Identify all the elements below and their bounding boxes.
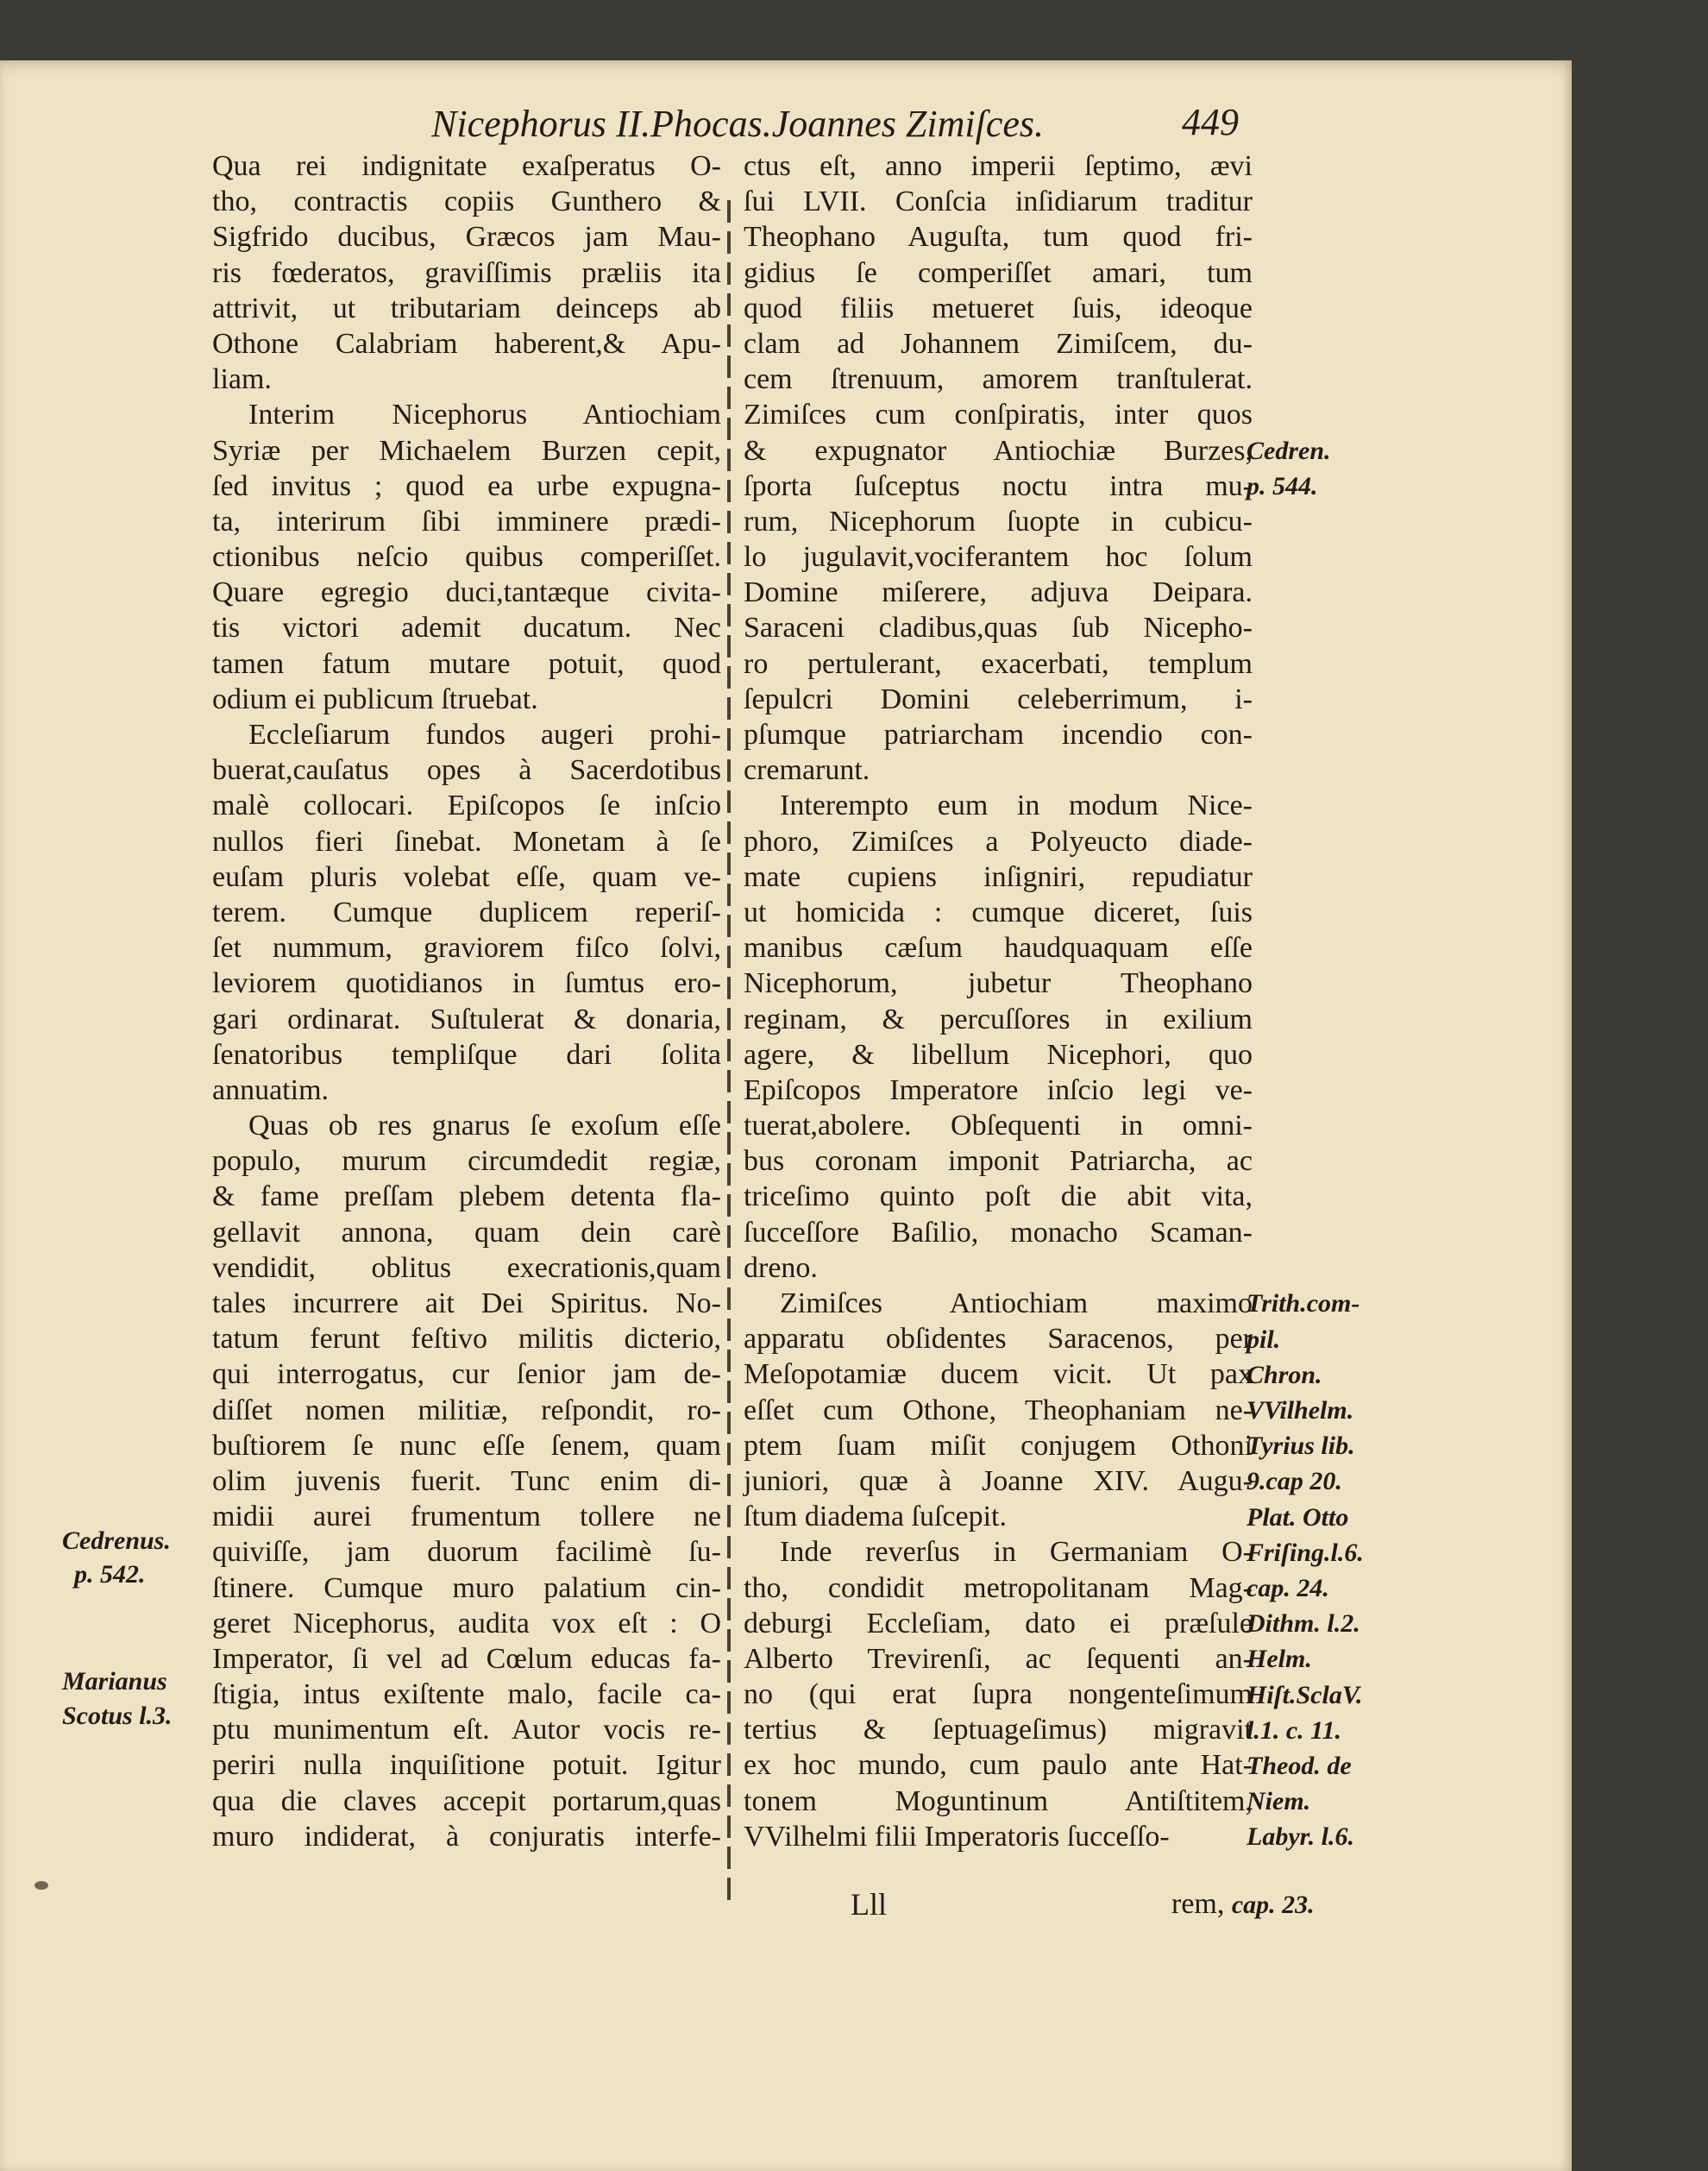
left-column-line: Quare egregio duci,tantæque civita-: [212, 576, 721, 609]
left-column-line: tales incurrere ait Dei Spiritus. No-: [212, 1287, 721, 1319]
left-column-line: tamen fatum mutare potuit, quod: [212, 647, 721, 680]
right-column-line: ſepulcri Domini celeberrimum, i-: [744, 683, 1253, 715]
catchword: [1171, 1888, 1315, 1921]
page-number: 449: [1182, 101, 1239, 143]
right-column-line: tuerat,abolere. Obſequenti in omni-: [744, 1110, 1253, 1142]
right-column-line: ex hoc mundo, cum paulo ante Hat-: [744, 1749, 1253, 1782]
left-column-line: geret Nicephorus, audita vox eſt : O: [212, 1607, 721, 1639]
right-margin-note: Helm.: [1246, 1645, 1312, 1674]
right-column-line: manibus cæſum haudquaquam eſſe: [744, 932, 1253, 965]
column-divider: [727, 200, 731, 1900]
left-column-line: Qua rei indignitate exaſperatus O-: [212, 150, 721, 182]
right-column-line: ut homicida : cumque diceret, ſuis: [744, 896, 1253, 928]
left-column-line: ta, interirum ſibi imminere prædi-: [212, 505, 721, 538]
left-column-line: Syriæ per Michaelem Burzen cepit,: [212, 434, 721, 467]
right-column-line: juniori, quæ à Joanne XIV. Augu-: [744, 1464, 1253, 1497]
right-text-column: [744, 148, 1253, 1854]
right-column-line: deburgi Eccleſiam, dato ei præſule: [744, 1607, 1253, 1639]
right-column-line: ptem ſuam miſit conjugem Othoni: [744, 1429, 1253, 1462]
right-margin-note: Friſing.l.6.: [1246, 1538, 1364, 1567]
right-column-line: quod filiis metueret ſuis, ideoque: [744, 292, 1253, 324]
left-column-line: Othone Calabriam haberent,& Apu-: [212, 327, 721, 360]
left-column-line: ſet nummum, graviorem fiſco ſolvi,: [212, 932, 721, 965]
right-margin-note: Niem.: [1246, 1787, 1311, 1816]
left-column-line: liam.: [212, 363, 272, 396]
ink-blot: [35, 1881, 48, 1890]
right-margin-note: VVilhelm.: [1246, 1396, 1354, 1425]
right-column-line: Interempto eum in modum Nice-: [780, 790, 1253, 822]
right-column-line: Domine miſerere, adjuva Deipara.: [744, 576, 1253, 609]
right-column-line: Epiſcopos Imperatore inſcio legi ve-: [744, 1073, 1253, 1106]
right-margin-note: Labyr. l.6.: [1246, 1822, 1354, 1852]
right-column-line: bus coronam imponit Patriarcha, ac: [744, 1145, 1253, 1178]
left-column-line: ſenatoribus templiſque dari ſolita: [212, 1038, 721, 1071]
right-margin-note: Cedren.: [1246, 436, 1331, 465]
left-column-line: gellavit annona, quam dein carè: [212, 1216, 721, 1249]
left-column-line: Imperator, ſi vel ad Cœlum educas fa-: [212, 1642, 721, 1675]
right-column-line: tho, condidit metropolitanam Mag-: [744, 1571, 1253, 1604]
right-column-line: ctus eſt, anno imperii ſeptimo, ævi: [744, 150, 1253, 182]
right-margin-note: Dithm. l.2.: [1246, 1609, 1360, 1639]
right-column-line: mate cupiens inſigniri, repudiatur: [744, 860, 1253, 893]
right-column-line: ro pertulerant, exacerbati, templum: [744, 647, 1253, 680]
right-column-line: eſſet cum Othone, Theophaniam ne-: [744, 1394, 1253, 1426]
left-column-line: Eccleſiarum fundos augeri prohi-: [248, 719, 721, 751]
right-column-line: Theophano Auguſta, tum quod fri-: [744, 221, 1253, 254]
right-column-line: gidius ſe comperiſſet amari, tum: [744, 256, 1253, 289]
left-column-line: Sigfrido ducibus, Græcos jam Mau-: [212, 221, 721, 254]
right-column-line: tonem Moguntinum Antiſtitem,: [744, 1784, 1253, 1817]
running-header: [431, 102, 1397, 154]
left-margin-note: Marianus: [62, 1667, 167, 1696]
right-column-line: Alberto Trevirenſi, ac ſequenti an-: [744, 1642, 1253, 1675]
right-column-line: cremarunt.: [744, 754, 870, 787]
signature-mark: Lll: [851, 1887, 887, 1922]
catchword-margin-note: cap. 23.: [1231, 1891, 1315, 1919]
right-column-line: tertius & ſeptuageſimus) migravit: [744, 1714, 1253, 1746]
right-column-line: ſtum diadema ſuſcepit.: [744, 1501, 1007, 1533]
right-margin-note: Tyrius lib.: [1246, 1432, 1355, 1461]
left-column-line: & fame preſſam plebem detenta fla-: [212, 1180, 721, 1213]
right-column-line: ſporta ſuſceptus noctu intra mu-: [744, 469, 1253, 502]
left-column-line: tis victori ademit ducatum. Nec: [212, 612, 721, 645]
left-column-line: periri nulla inquiſitione potuit. Igitur: [212, 1749, 721, 1782]
left-column-line: odium ei publicum ſtruebat.: [212, 683, 538, 715]
left-column-line: nullos fieri ſinebat. Monetam à ſe: [212, 825, 721, 858]
left-column-line: euſam pluris volebat eſſe, quam ve-: [212, 860, 721, 893]
left-column-line: buerat,cauſatus opes à Sacerdotibus: [212, 754, 721, 787]
right-margin-note: l.1. c. 11.: [1246, 1715, 1341, 1745]
left-column-line: Interim Nicephorus Antiochiam: [248, 399, 721, 431]
right-column-line: triceſimo quinto poſt die abit vita,: [744, 1180, 1253, 1213]
right-column-line: dreno.: [744, 1251, 818, 1284]
right-column-line: apparatu obſidentes Saracenos, per: [744, 1323, 1253, 1356]
left-column-line: ſtinere. Cumque muro palatium cin-: [212, 1571, 721, 1604]
right-column-line: clam ad Johannem Zimiſcem, du-: [744, 327, 1253, 360]
right-column-line: ſucceſſore Baſilio, monacho Scaman-: [744, 1216, 1253, 1249]
right-column-line: cem ſtrenuum, amorem tranſtulerat.: [744, 363, 1253, 396]
right-column-line: phoro, Zimiſces a Polyeucto diade-: [744, 825, 1253, 858]
right-margin-note: 9.cap 20.: [1246, 1467, 1342, 1496]
left-column-line: olim juvenis fuerit. Tunc enim di-: [212, 1464, 721, 1497]
catchword-text: rem,: [1171, 1888, 1225, 1920]
right-margin-note: Trith.com-: [1246, 1289, 1360, 1318]
left-text-column: [212, 148, 721, 1854]
right-column-line: VVilhelmi filii Imperatoris ſucceſſo-: [744, 1820, 1170, 1853]
left-column-line: annuatim.: [212, 1073, 330, 1106]
right-column-line: lo jugulavit,vociferantem hoc ſolum: [744, 541, 1253, 574]
left-margin-note: Cedrenus.: [62, 1526, 171, 1555]
right-column-line: agere, & libellum Nicephori, quo: [744, 1038, 1253, 1071]
left-column-line: Quas ob res gnarus ſe exoſum eſſe: [248, 1110, 721, 1142]
left-column-line: buſtiorem ſe nunc eſſe ſenem, quam: [212, 1429, 721, 1462]
right-margin-note: Plat. Otto: [1246, 1502, 1349, 1532]
left-column-line: leviorem quotidianos in ſumtus ero-: [212, 967, 721, 1000]
left-column-line: vendidit, oblitus execrationis,quam: [212, 1251, 721, 1284]
right-column-line: ſui LVII. Conſcia inſidiarum traditur: [744, 186, 1253, 218]
right-column-line: no (qui erat ſupra nongenteſimum: [744, 1678, 1253, 1711]
right-column-line: Zimiſces Antiochiam maximo: [780, 1287, 1253, 1319]
left-column-line: ris fœderatos, graviſſimis præliis ita: [212, 256, 721, 289]
right-margin-note: pil.: [1246, 1325, 1281, 1354]
right-column-line: Meſopotamiæ ducem vicit. Ut pax: [744, 1358, 1253, 1391]
left-column-line: ptu munimentum eſt. Autor vocis re-: [212, 1714, 721, 1746]
left-column-line: ſtigia, intus exiſtente malo, facile ca-: [212, 1678, 721, 1711]
right-margin-note: Hiſt.SclaV.: [1246, 1680, 1363, 1709]
left-column-line: muro indiderat, à conjuratis interfe-: [212, 1820, 721, 1853]
right-margin-note: Theod. de: [1246, 1752, 1352, 1780]
right-column-line: reginam, & percuſſores in exilium: [744, 1003, 1253, 1035]
left-column-line: tho, contractis copiis Gunthero &: [212, 186, 721, 218]
right-column-line: & expugnator Antiochiæ Burzes,: [744, 434, 1253, 467]
left-margin-note: p. 542.: [74, 1560, 146, 1589]
left-column-line: tatum ferunt feſtivo militis dicterio,: [212, 1323, 721, 1356]
right-column-line: Inde reverſus in Germaniam O-: [780, 1536, 1253, 1569]
left-column-line: midii aurei frumentum tollere ne: [212, 1501, 721, 1533]
left-column-line: gari ordinarat. Suſtulerat & donaria,: [212, 1003, 721, 1035]
left-column-line: malè collocari. Epiſcopos ſe inſcio: [212, 790, 721, 822]
right-column-line: pſumque patriarcham incendio con-: [744, 719, 1253, 751]
right-column-line: Zimiſces cum conſpiratis, inter quos: [744, 399, 1253, 431]
right-margin-note: Chron.: [1246, 1360, 1322, 1389]
left-column-line: qui interrogatus, cur ſenior jam de-: [212, 1358, 721, 1391]
left-column-line: diſſet nomen militiæ, reſpondit, ro-: [212, 1394, 721, 1426]
left-column-line: qua die claves accepit portarum,quas: [212, 1784, 721, 1817]
right-column-line: Saraceni cladibus,quas ſub Nicepho-: [744, 612, 1253, 645]
left-column-line: quiviſſe, jam duorum facilimè ſu-: [212, 1536, 721, 1569]
left-column-line: ſed invitus ; quod ea urbe expugna-: [212, 469, 721, 502]
left-column-line: ctionibus neſcio quibus comperiſſet.: [212, 541, 721, 574]
left-column-line: terem. Cumque duplicem reperiſ-: [212, 896, 721, 928]
left-column-line: attrivit, ut tributariam deinceps ab: [212, 292, 721, 324]
running-title: Nicephorus II.Phocas.Joannes Zimiſces.: [431, 103, 1044, 145]
right-margin-note: p. 544.: [1246, 471, 1318, 500]
right-margin-note: cap. 24.: [1246, 1574, 1329, 1602]
left-column-line: populo, murum circumdedit regiæ,: [212, 1145, 721, 1178]
right-column-line: Nicephorum, jubetur Theophano: [744, 967, 1253, 1000]
left-margin-note: Scotus l.3.: [62, 1702, 173, 1730]
right-column-line: rum, Nicephorum ſuopte in cubicu-: [744, 505, 1253, 538]
